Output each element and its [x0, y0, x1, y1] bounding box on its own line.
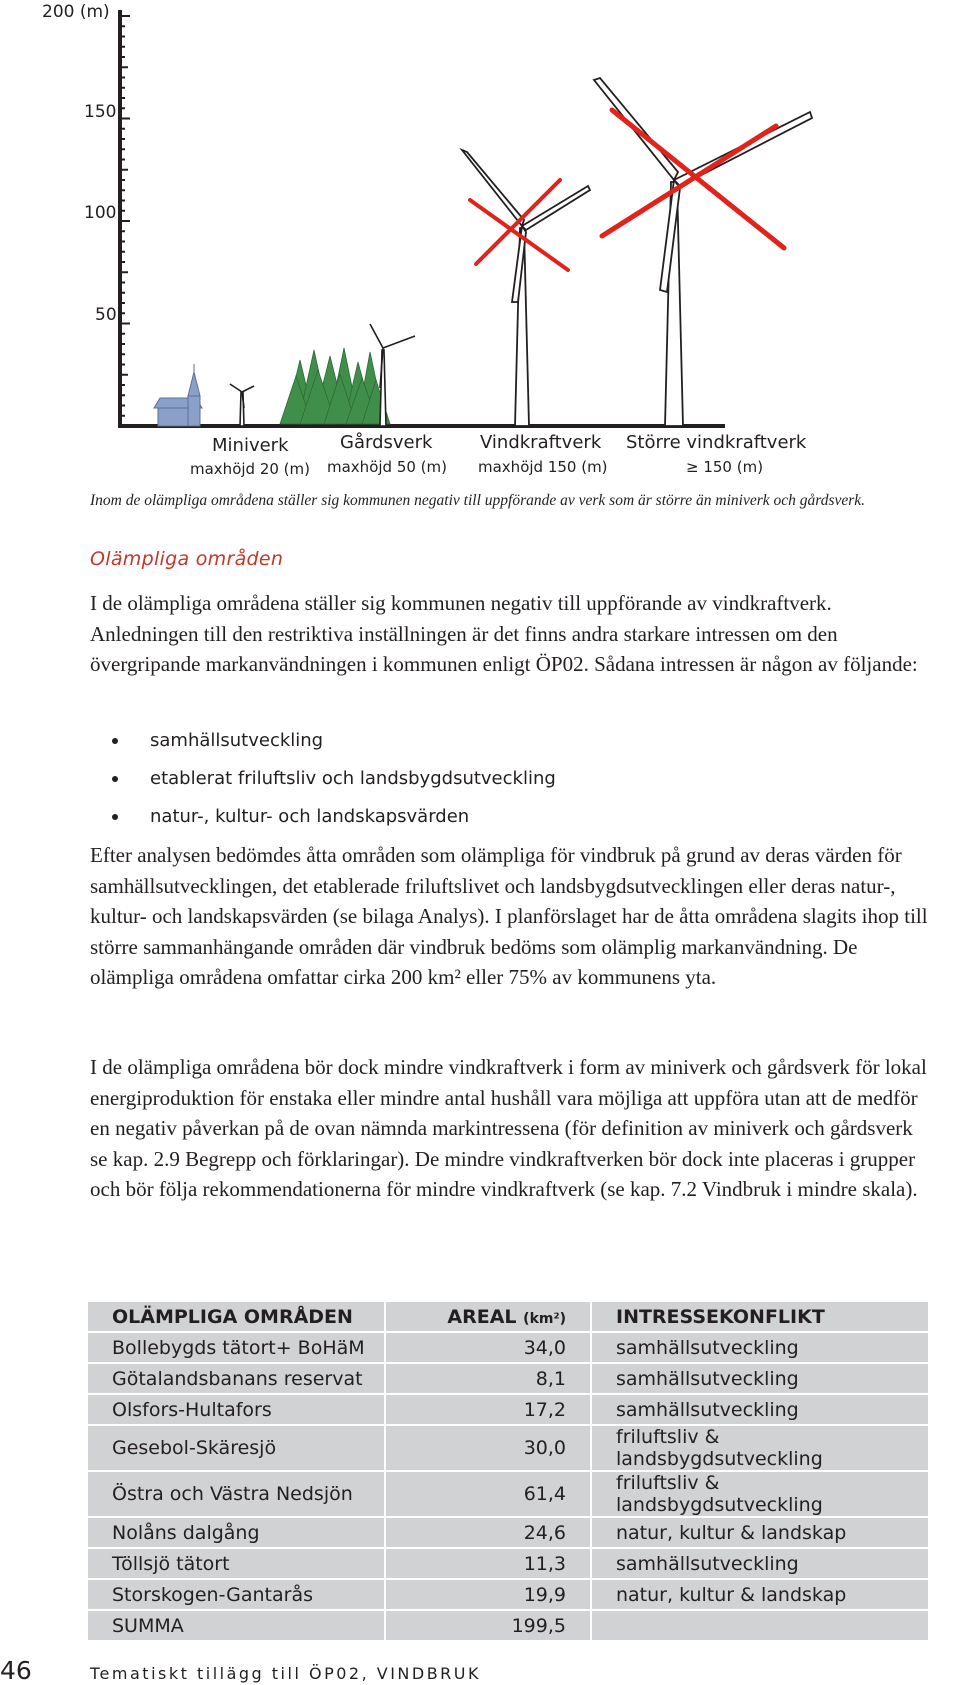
- table-row: [88, 1518, 928, 1547]
- list-item-text: samhällsutveckling: [150, 730, 324, 751]
- type-name-vindkraftverk: Vindkraftverk: [480, 432, 602, 453]
- cell-area-name: Östra och Västra Nedsjön: [88, 1472, 384, 1516]
- table-row: [88, 1333, 928, 1362]
- table-row: [88, 1426, 928, 1470]
- miniverk-turbine: [230, 384, 254, 426]
- type-max-vindkraftverk: maxhöjd 150 (m): [478, 458, 608, 476]
- header-area-name: OLÄMPLIGA OMRÅDEN: [88, 1302, 384, 1331]
- vindkraftverk-turbine: [462, 150, 590, 426]
- type-max-miniverk: maxhöjd 20 (m): [190, 460, 310, 478]
- cell-areal: 61,4: [386, 1472, 590, 1516]
- cell-area-name: Götalandsbanans reservat: [88, 1364, 384, 1393]
- list-item: [110, 798, 556, 836]
- cell-conflict: samhällsutveckling: [592, 1333, 928, 1362]
- table-row: [88, 1472, 928, 1516]
- axis-label-50: 50: [95, 305, 117, 325]
- header-areal-unit: (km²): [523, 1310, 566, 1327]
- axis-label-200: 200 (m): [42, 2, 110, 22]
- storre-vindkraftverk-cross: [602, 110, 784, 248]
- cell-area-name: Töllsjö tätort: [88, 1549, 384, 1578]
- list-item-text: etablerat friluftsliv och landsbygdsutveckling: [150, 768, 556, 789]
- cell-areal: 24,6: [386, 1518, 590, 1547]
- list-item: [110, 722, 556, 760]
- bullet-icon: [112, 738, 118, 744]
- height-axis: [118, 10, 725, 428]
- cell-area-name: Olsfors-Hultafors: [88, 1395, 384, 1424]
- unsuitable-areas-table: [86, 1300, 930, 1642]
- cell-areal: 199,5: [386, 1611, 590, 1640]
- type-max-storre-vindkraftverk: ≥ 150 (m): [686, 458, 764, 476]
- church-illustration: [154, 364, 202, 426]
- section-heading: Olämpliga områden: [90, 548, 284, 570]
- type-max-gardsverk: maxhöjd 50 (m): [327, 458, 447, 476]
- cell-conflict: natur, kultur & landskap: [592, 1580, 928, 1609]
- table-header-row: [88, 1302, 928, 1331]
- header-conflict: INTRESSEKONFLIKT: [592, 1302, 928, 1331]
- cell-areal: 34,0: [386, 1333, 590, 1362]
- cell-conflict: [592, 1611, 928, 1640]
- bullet-icon: [112, 814, 118, 820]
- interest-list: [110, 722, 556, 836]
- type-name-miniverk: Miniverk: [212, 435, 289, 456]
- paragraph-intro: I de olämpliga områdena ställer sig kommunen negativ till uppförande av vindkraftverk. Anledningen till den restriktiva inställningen är det finns andra starkare intressen om den övergripande markanvändningen i kommunen enligt ÖP02. Sådana intressen är någon av följande:: [90, 591, 918, 676]
- cell-area-name: SUMMA: [88, 1611, 384, 1640]
- cell-area-name: Nolåns dalgång: [88, 1518, 384, 1547]
- turbine-illustration: [0, 0, 960, 480]
- cell-conflict: samhällsutveckling: [592, 1364, 928, 1393]
- figure-caption: Inom de olämpliga områdena ställer sig kommunen negativ till uppförande av verk som är större än miniverk och gårdsverk.: [90, 492, 866, 509]
- page-number: 46: [0, 1656, 32, 1685]
- cell-area-name: Storskogen-Gantarås: [88, 1580, 384, 1609]
- type-name-gardsverk: Gårdsverk: [340, 432, 433, 453]
- footer-title: Tematiskt tillägg till ÖP02, VINDBRUK: [90, 1664, 481, 1683]
- table-row: [88, 1580, 928, 1609]
- cell-areal: 19,9: [386, 1580, 590, 1609]
- list-item-text: natur-, kultur- och landskapsvärden: [150, 806, 470, 827]
- list-item: [110, 760, 556, 798]
- wind-turbine-height-figure: [0, 0, 960, 480]
- cell-areal: 17,2: [386, 1395, 590, 1424]
- cell-area-name: Gesebol-Skäresjö: [88, 1426, 384, 1470]
- cell-conflict: natur, kultur & landskap: [592, 1518, 928, 1547]
- header-areal: AREAL (km²): [386, 1302, 590, 1331]
- cell-area-name: Bollebygds tätort+ BoHäM: [88, 1333, 384, 1362]
- bullet-icon: [112, 776, 118, 782]
- table-row: [88, 1395, 928, 1424]
- axis-label-150: 150: [84, 102, 117, 122]
- cell-conflict: friluftsliv & landsbygdsutveckling: [592, 1426, 928, 1470]
- forest-illustration: [280, 348, 390, 424]
- cell-conflict: samhällsutveckling: [592, 1549, 928, 1578]
- cell-areal: 11,3: [386, 1549, 590, 1578]
- storre-vindkraftverk-turbine: [594, 78, 812, 426]
- cell-conflict: friluftsliv & landsbygdsutveckling: [592, 1472, 928, 1516]
- type-name-storre-vindkraftverk: Större vindkraftverk: [626, 432, 807, 453]
- cell-conflict: samhällsutveckling: [592, 1395, 928, 1424]
- paragraph-analysis: Efter analysen bedömdes åtta områden som olämpliga för vindbruk på grund av deras värden för samhällsutvecklingen, det etablerade friluftslivet och landsbygdsutvecklingen eller deras natur-, kultur- och landskapsvärden (se bilaga Analys). I planförslaget har de åtta områdena slagits ihop till större sammanhängande områden där vindbruk bedöms som olämplig markanvändning. De olämpliga områdena omfattar cirka 200 km² eller 75% av kommunens yta.: [90, 843, 928, 989]
- cell-areal: 8,1: [386, 1364, 590, 1393]
- table-row: [88, 1611, 928, 1640]
- table-row: [88, 1549, 928, 1578]
- axis-label-100: 100: [84, 203, 117, 223]
- cell-areal: 30,0: [386, 1426, 590, 1470]
- paragraph-small-turbines: I de olämpliga områdena bör dock mindre vindkraftverk i form av miniverk och gårdsverk för lokal energiproduktion för enstaka eller mindre antal hushåll vara möjliga att uppföra utan att de medför en negativ påverkan på de ovan nämnda markintressena (för definition av miniverk och gårdsverk se kap. 2.9 Begrepp och förklaringar). De mindre vindkraftverken bör dock inte placeras i grupper och bör följa rekommendationerna för mindre vindkraftverk (se kap. 7.2 Vindbruk i mindre skala).: [90, 1055, 927, 1201]
- table-row: [88, 1364, 928, 1393]
